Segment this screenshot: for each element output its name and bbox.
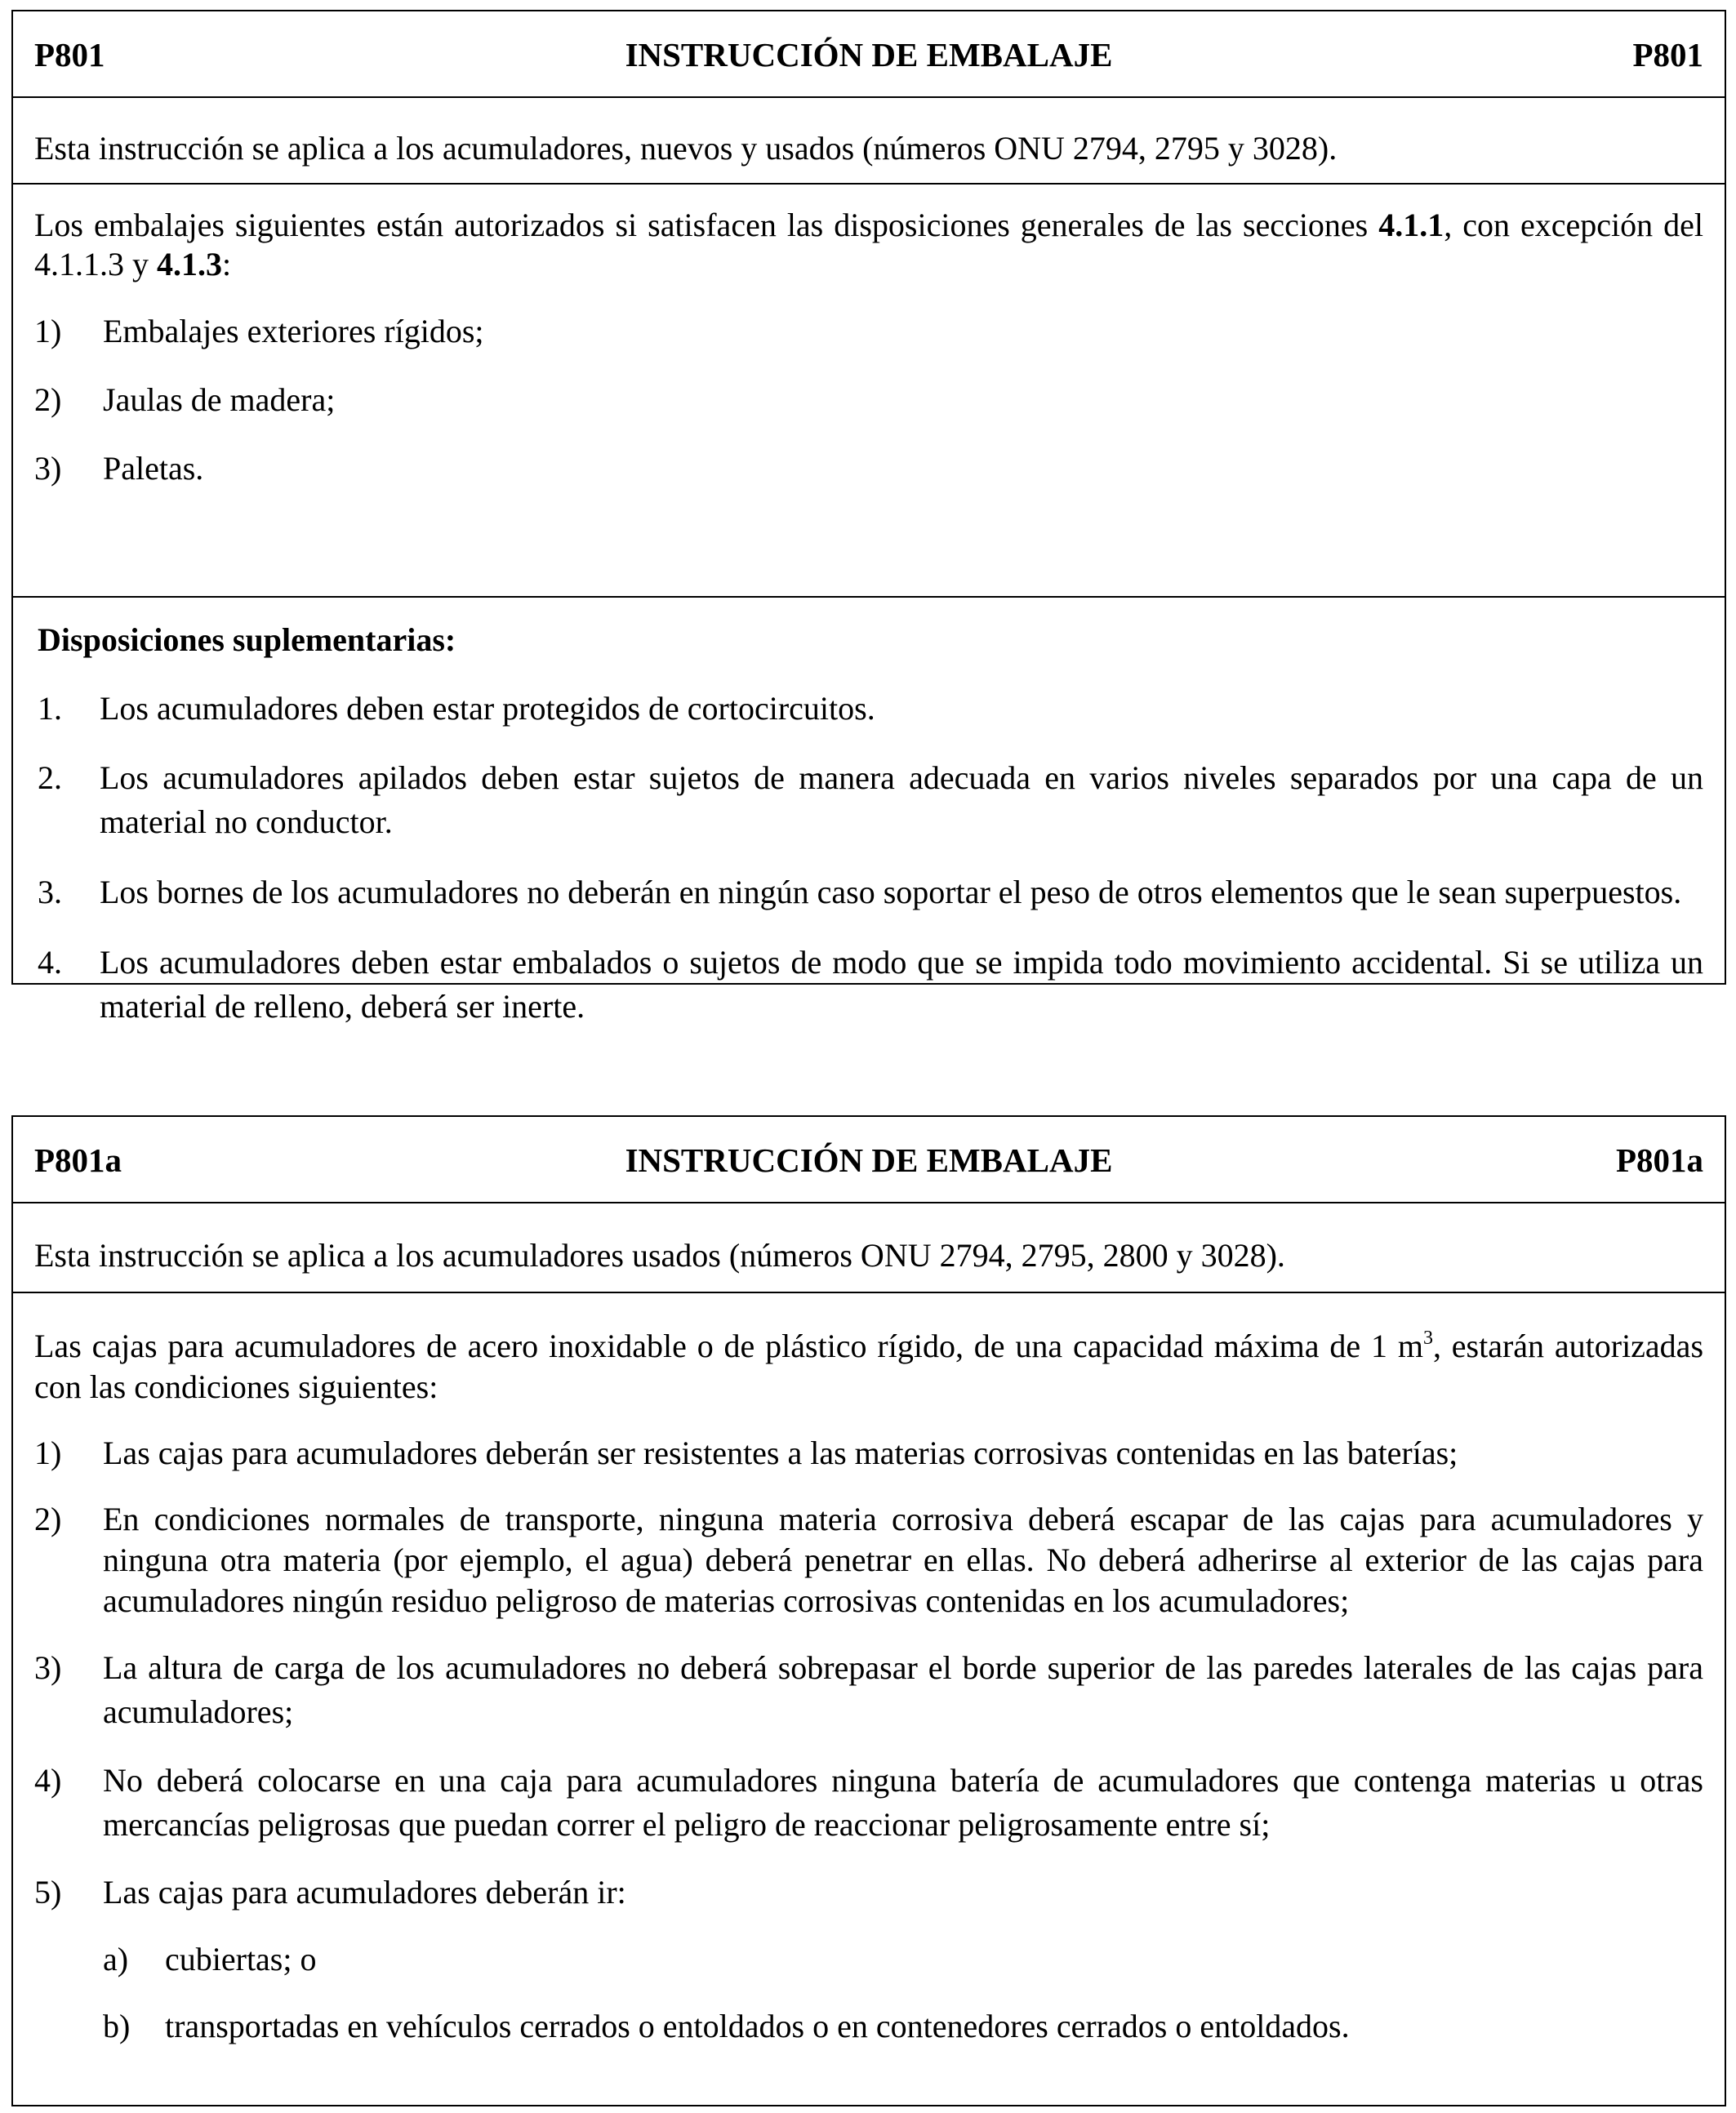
instruction-code-right: P801a [1615, 1141, 1703, 1179]
scope-row [13, 1203, 1725, 1293]
list-item: 2) Jaulas de madera; [34, 381, 336, 418]
list-item: 5) Las cajas para acumuladores deberán ir: [34, 1874, 626, 1911]
section-ref: 4.1.3 [157, 246, 222, 282]
instruction-code-left: P801a [34, 1141, 122, 1179]
instruction-code-left: P801 [34, 36, 105, 73]
packagings-row [13, 185, 1725, 598]
instruction-title: INSTRUCCIÓN DE EMBALAJE [625, 1141, 1113, 1179]
section-ref: 4.1.1 [1378, 207, 1444, 243]
list-item: 2. Los acumuladores apilados deben estar sujetos de manera adecuada en varios niveles separados por una capa de un material no conductor. [38, 759, 1703, 840]
instruction-code-right: P801 [1632, 36, 1703, 73]
list-item: 4) No deberá colocarse en una caja para acumuladores ninguna batería de acumuladores que contenga materias u otras mercancías peligrosas que puedan correr el peligro de reaccionar peligrosamente entre sí; [34, 1762, 1703, 1843]
list-item: 3) La altura de carga de los acumuladores no deberá sobrepasar el borde superior de las paredes laterales de las cajas para acumuladores; [34, 1649, 1703, 1730]
packing-instruction-p801a [11, 1115, 1726, 2106]
list-item: 1. Los acumuladores deben estar protegidos de cortocircuitos. [38, 690, 875, 727]
instruction-title: INSTRUCCIÓN DE EMBALAJE [625, 36, 1113, 73]
sub-list-item: a) cubiertas; o [103, 1941, 317, 1977]
list-item: 3. Los bornes de los acumuladores no deberán en ningún caso soportar el peso de otros elementos que le sean superpuestos. [38, 874, 1682, 910]
instruction-header [13, 1117, 1725, 1203]
scope-text: Esta instrucción se aplica a los acumuladores usados (números ONU 2794, 2795, 2800 y 3028). [34, 1237, 1285, 1274]
list-item: 2) En condiciones normales de transporte, ninguna materia corrosiva deberá escapar de las cajas para acumuladores y ninguna otra materia (por ejemplo, el agua) deberá penetrar en ellas. No deberá adherirse al exterior de las cajas para acumuladores ningún residuo peligroso de materias corrosivas contenidas en los acumuladores; [34, 1501, 1703, 1619]
conditions-row [13, 1293, 1725, 2048]
exponent: 3 [1422, 1327, 1433, 1349]
sub-list-item: b) transportadas en vehículos cerrados o entoldados o en contenedores cerrados o entoldados. [103, 2008, 1350, 2044]
scope-row [13, 98, 1725, 185]
intro-text: Las cajas para acumuladores de acero inoxidable o de plástico rígido, de una capacidad máxima de 1 $m^3$, estarán autorizadas con las condiciones siguientes: [34, 1327, 1704, 1405]
list-item: 1) Embalajes exteriores rígidos; [34, 313, 484, 349]
scope-text: Esta instrucción se aplica a los acumuladores, nuevos y usados (números ONU 2794, 2795 y 3028). [34, 130, 1338, 167]
instruction-header [13, 11, 1725, 98]
list-item: 3) Paletas. [34, 450, 204, 487]
intro-text: Los embalajes siguientes están autorizados si satisfacen las disposiciones generales de las secciones 4.1.1, con excepción del 4.1.1.3 y 4.1.3: [34, 207, 1703, 282]
packing-instruction-p801 [11, 10, 1726, 1025]
supplementary-row [13, 598, 1725, 1029]
list-item: 1) Las cajas para acumuladores deberán ser resistentes a las materias corrosivas contenidas en las baterías; [34, 1435, 1458, 1471]
supplementary-heading: Disposiciones suplementarias: [38, 621, 456, 658]
list-item: 4. Los acumuladores deben estar embalados o sujetos de modo que se impida todo movimiento accidental. Si se utiliza un material de relleno, deberá ser inerte. [38, 944, 1703, 1025]
